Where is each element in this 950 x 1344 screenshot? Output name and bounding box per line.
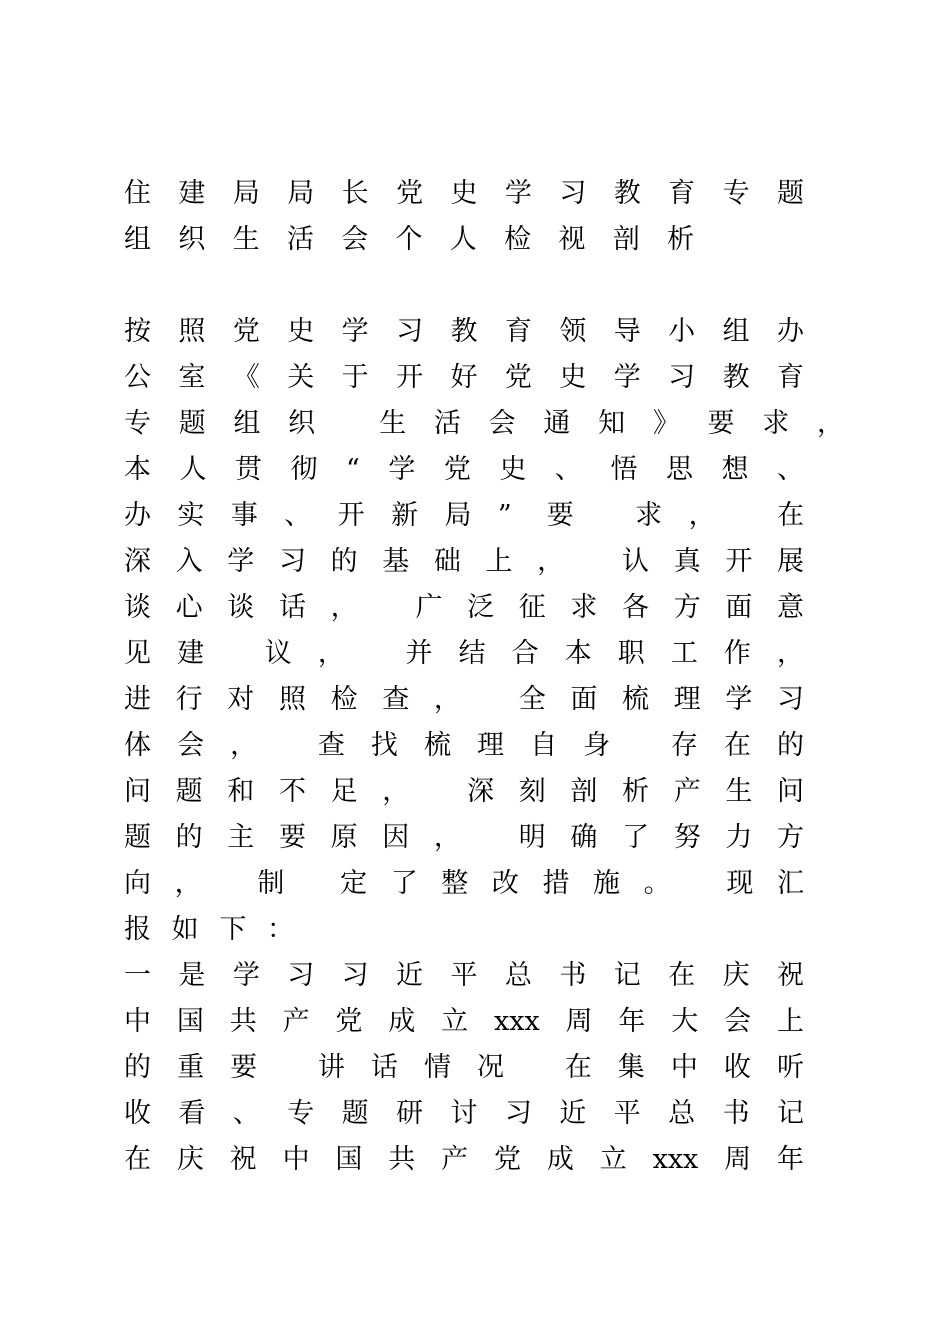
- body-line: 报如下：: [124, 914, 294, 945]
- body-line: 体会， 查找梳理自身 存在的: [124, 730, 804, 761]
- body-line: 办实事、开新局” 要 求， 在: [124, 500, 804, 531]
- title-line-1: 住建局局长党史学习教育专题: [124, 178, 804, 209]
- body-line: 一是学习习近平总书记在庆祝: [124, 960, 804, 991]
- body-line: 本人贯彻“学党史、悟思想、: [124, 454, 804, 485]
- body-line: 按照党史学习教育领导小组办: [124, 316, 804, 347]
- body-line: 深入学习的基础上， 认真开展: [124, 546, 804, 577]
- body-line: 问题和不足， 深刻剖析产生问: [124, 776, 804, 807]
- body-line: 在庆祝中国共产党成立xxx周年: [124, 1144, 804, 1175]
- body-line: 专题组织 生活会通知》要求，: [124, 408, 844, 439]
- body-line: 谈心谈话， 广泛征求各方面意: [124, 592, 804, 623]
- body-line: 见建 议， 并结合本职工作，: [124, 638, 804, 669]
- title-line-2: 组织生活会个人检视剖析: [124, 224, 694, 255]
- body-line: 题的主要原因， 明确了努力方: [124, 822, 804, 853]
- body-line: 进行对照检查， 全面梳理学习: [124, 684, 804, 715]
- body-line: 公室《关于开好党史学习教育: [124, 362, 804, 393]
- body-line: 中国共产党成立xxx周年大会上: [124, 1006, 804, 1037]
- body-line: 的重要 讲话情况 在集中收听: [124, 1052, 804, 1083]
- body-line: 向， 制 定了整改措施。 现汇: [124, 868, 804, 899]
- body-line: 收看、专题研讨习近平总书记: [124, 1098, 804, 1129]
